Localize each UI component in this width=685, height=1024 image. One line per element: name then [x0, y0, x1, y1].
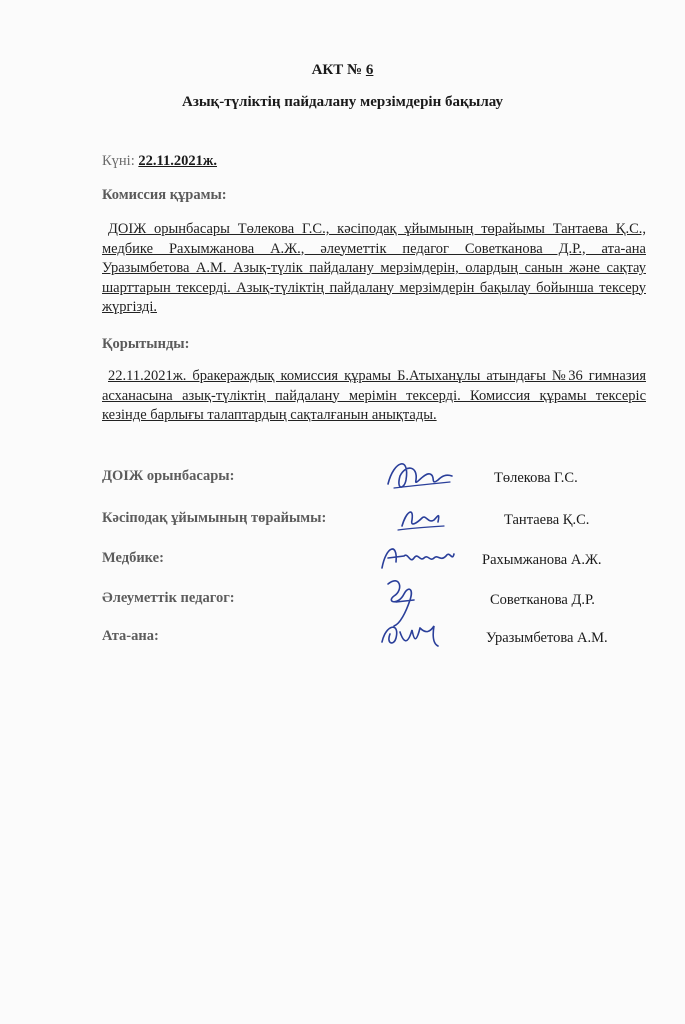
signatory-name: Тантаева Қ.С.	[504, 512, 590, 528]
commission-paragraph: ДОІЖ орынбасары Төлекова Г.С., кәсіподақ ұйымының төрайымы Тантаева Қ.С., медбике Рахымжанова А.Ж., әлеуметтік педагог Советканова Д.Р., ата-ана Уразымбетова А.М. Азық-түлік пайдалану мерзімдерін, олардың санын және сақтау шарттарын тексерді. Азық-түліктің пайдалану мерзімдерін бақылау бойынша тексеру жүргізді.	[102, 221, 646, 315]
signatory-name: Төлекова Г.С.	[494, 470, 578, 486]
document-title	[0, 62, 685, 79]
commission-label: Комиссия құрамы:	[102, 187, 227, 203]
signatory-name: Уразымбетова А.М.	[486, 630, 608, 646]
signature-role: Медбике:	[102, 550, 164, 566]
title-number: 6	[365, 62, 374, 78]
signature-role: Әлеуметтік педагог:	[102, 590, 235, 606]
date-label: Күні:	[102, 153, 135, 169]
signatory-name: Рахымжанова А.Ж.	[482, 552, 602, 568]
document-subtitle: Азық-түліктің пайдалану мерзімдерін бақылау	[181, 94, 503, 110]
signature-role: Ата-ана:	[102, 628, 159, 644]
signature-row	[102, 500, 642, 540]
date-value: 22.11.2021ж.	[138, 153, 217, 169]
signature-row	[102, 540, 642, 580]
signature-role: ДОІЖ орынбасары:	[102, 468, 235, 484]
conclusion-paragraph: 22.11.2021ж. бракераждық комиссия құрамы Б.Атыханұлы атындағы №36 гимназия асханасына азық-түліктің пайдалану мерімін тексерді. Комиссия құрамы тексеріс кезінде барлығы талаптардың сақталғанын анықтады.	[102, 368, 646, 423]
handwritten-signature-icon	[372, 610, 452, 660]
signature-role: Кәсіподақ ұйымының төрайымы:	[102, 510, 327, 526]
title-prefix: АКТ №	[311, 62, 363, 78]
signature-row	[102, 458, 642, 498]
signature-row	[102, 618, 642, 658]
date-line	[102, 153, 217, 170]
conclusion-label: Қорытынды:	[102, 336, 190, 352]
signatory-name: Советканова Д.Р.	[490, 592, 595, 608]
